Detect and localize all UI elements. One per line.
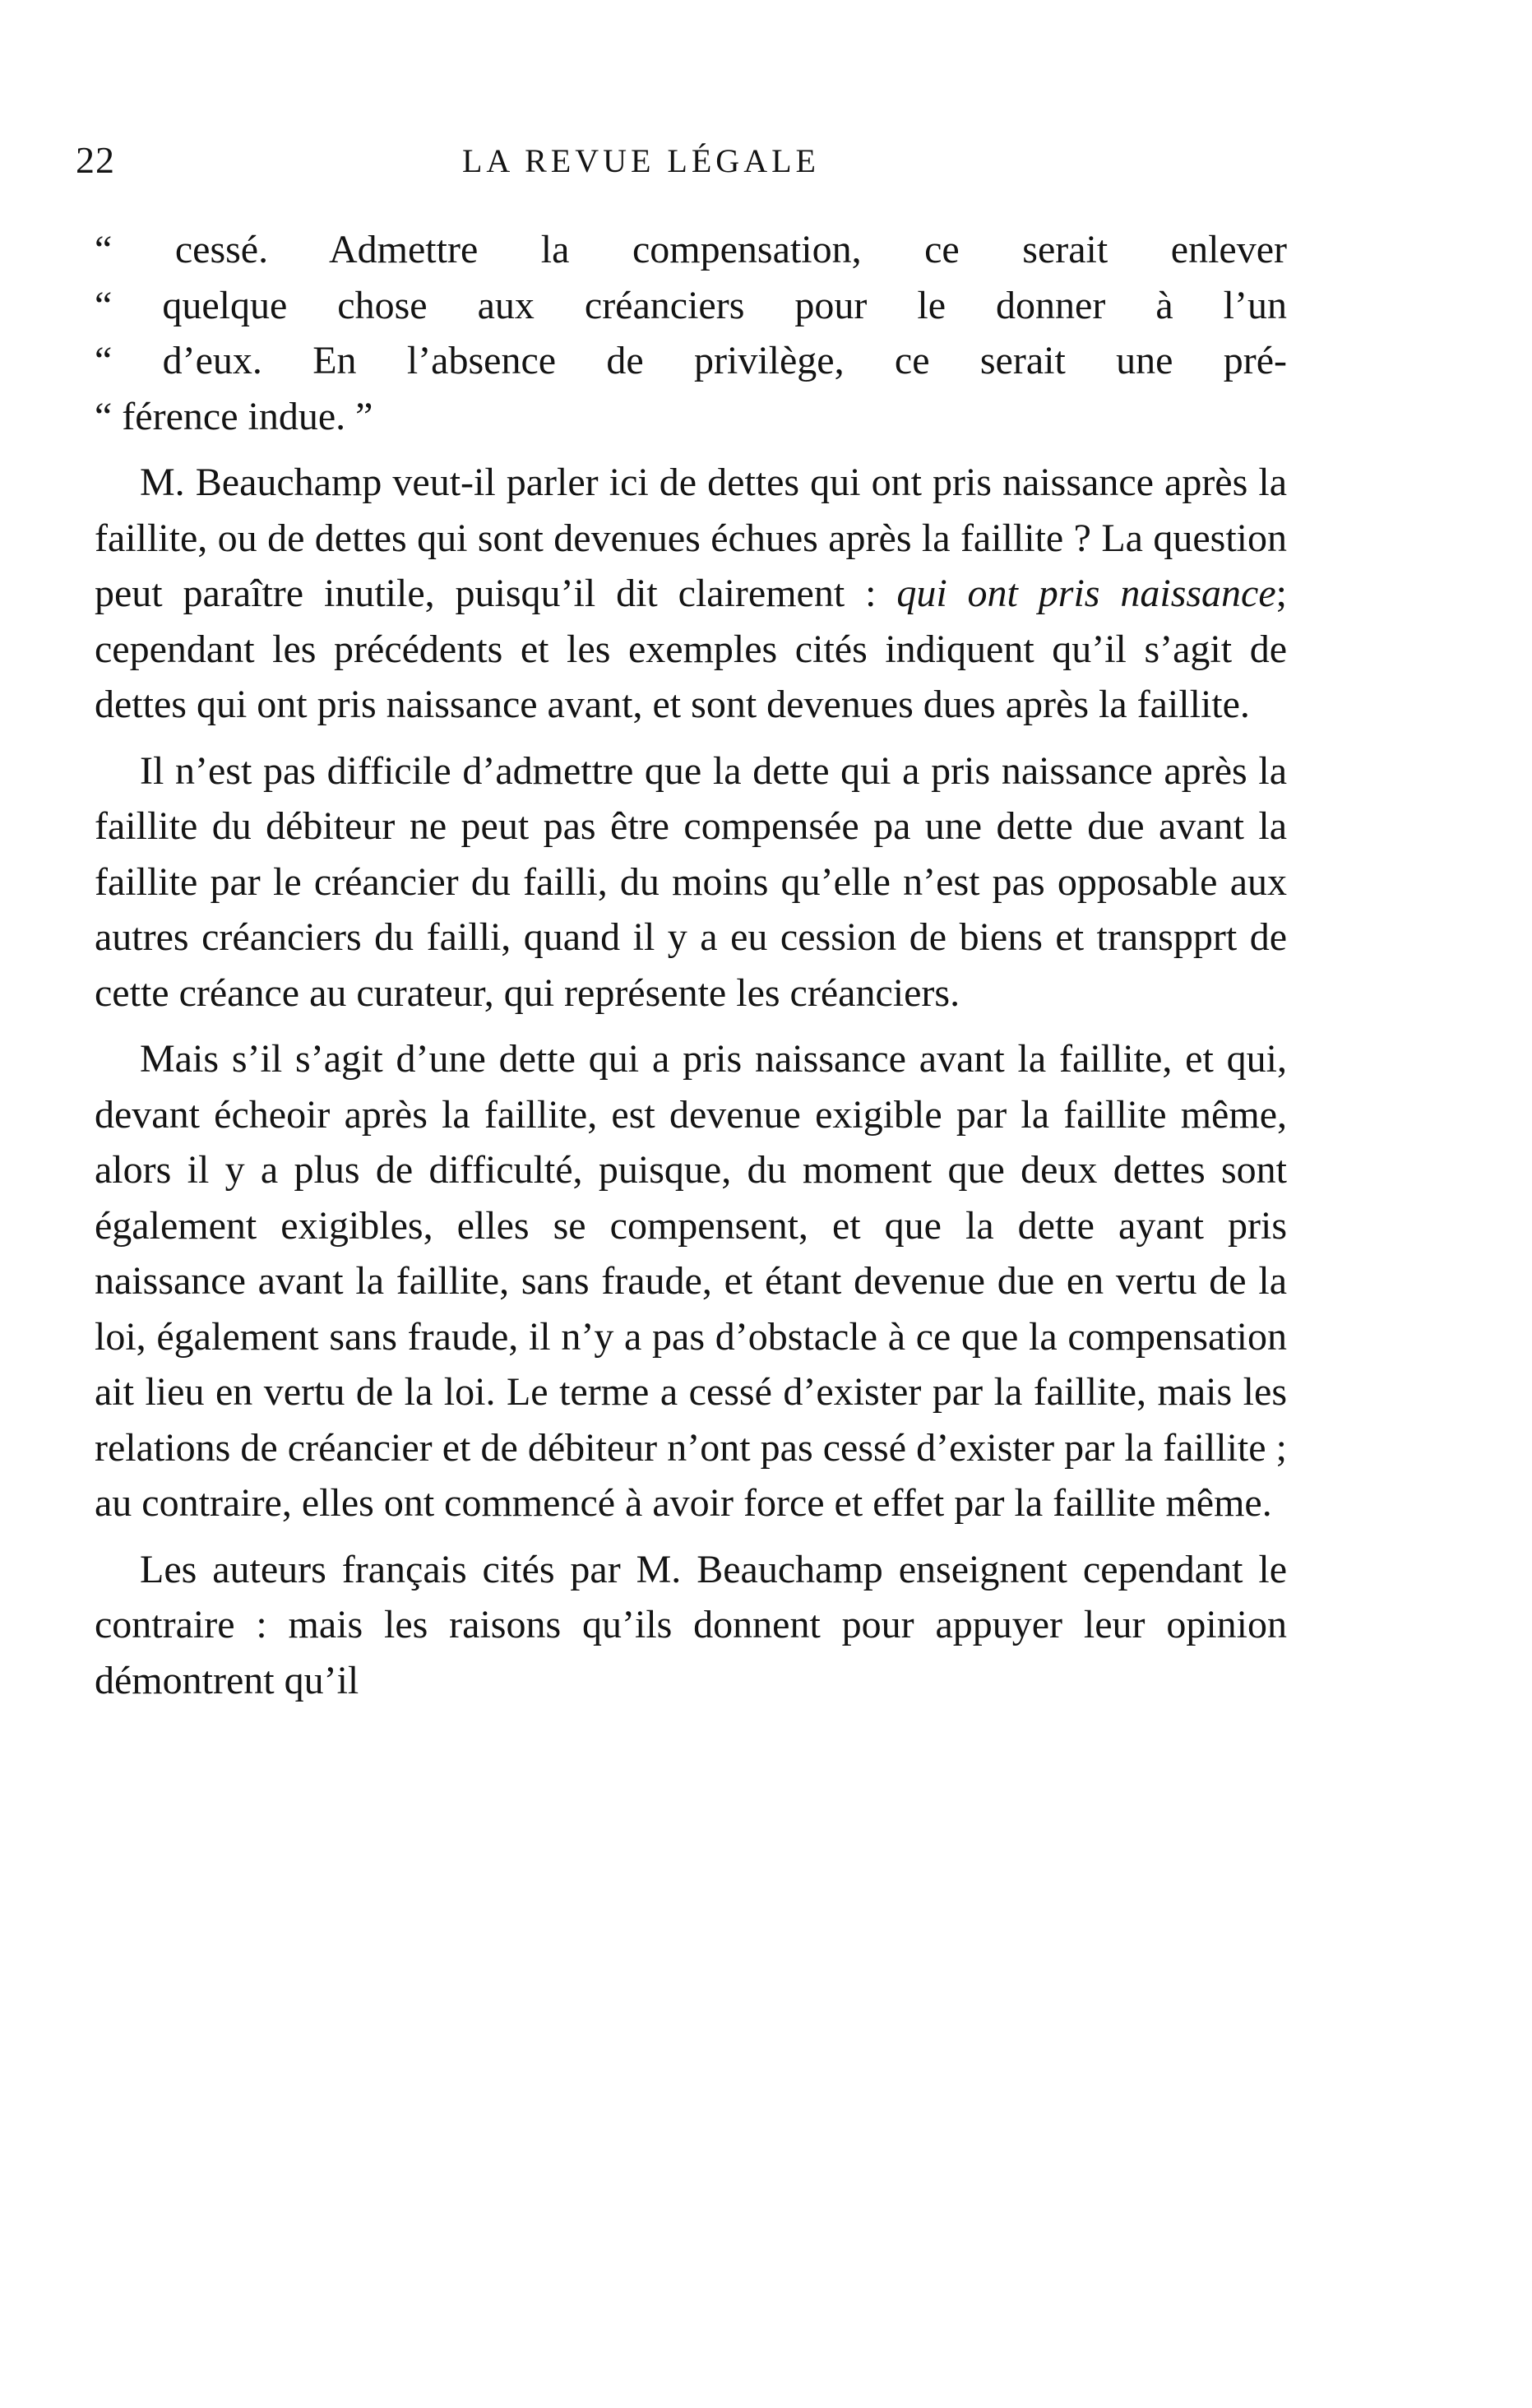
paragraph-debt-before-bankruptcy: Mais s’il s’agit d’une dette qui a pris naissance avant la faillite, et qui, devant écheoir après la faillite, est devenue exigible par la faillite même, alors il y a plus de difficulté, puisque, du moment que deux dettes sont également exigibles, elles se compensent, et que la dette ayant pris naissance avant la faillite, sans fraude, et étant devenue due en vertu de la loi, également sans fraude, il n’y a pas d’obstacle à ce que la compensation ait lieu en vertu de la loi. Le terme a cessé d’exister par la faillite, mais les relations de créancier et de débiteur n’ont pas cessé d’exister par la faillite ; au contraire, elles ont commencé à avoir force et effet par la faillite même.: [95, 1037, 1287, 1525]
page-number: 22: [76, 139, 115, 181]
journal-title: LA REVUE LÉGALE: [462, 142, 820, 179]
paragraph-text: ; cependant les précédents et les exemples cités indiquent qu’il s’agit de dettes qui ont pris naissance avant, et sont devenues dues après la faillite.: [95, 572, 1287, 726]
italic-phrase: qui ont pris naissance: [896, 572, 1276, 615]
paragraph-french-authors: Les auteurs français cités par M. Beauchamp enseignent cependant le contraire : mais les raisons qu’ils donnent pour appuyer leur opinion démontrent qu’il: [95, 1547, 1287, 1702]
paragraph-beauchamp-question: [95, 455, 1287, 733]
quotation-line: “ cessé. Admettre la compensation, ce serait enlever: [95, 228, 1287, 271]
quotation-block: [95, 222, 1287, 444]
running-head: [76, 138, 1284, 188]
quotation-line: “ quelque chose aux créanciers pour le donner à l’un: [95, 283, 1287, 327]
body-text: [95, 222, 1287, 1708]
quotation-line: “ d’eux. En l’absence de privilège, ce serait une pré-: [95, 339, 1287, 382]
paragraph-text: M. Beauchamp veut-il parler ici de dettes qui ont pris naissance après la faillite, ou de dettes qui sont devenues échues après la faillite ? La question peut paraître inutile, puisqu’il dit clairement :: [95, 461, 1287, 615]
paragraph-compensation-after-bankruptcy: Il n’est pas difficile d’admettre que la dette qui a pris naissance après la faillite du débiteur ne peut pas être compensée pa une dette due avant la faillite par le créancier du failli, du moins qu’elle n’est pas opposable aux autres créanciers du failli, quand il y a eu cession de biens et transpprt de cette créance au curateur, qui représente les créanciers.: [95, 748, 1287, 1015]
quotation-line: “ férence indue. ”: [95, 394, 373, 438]
